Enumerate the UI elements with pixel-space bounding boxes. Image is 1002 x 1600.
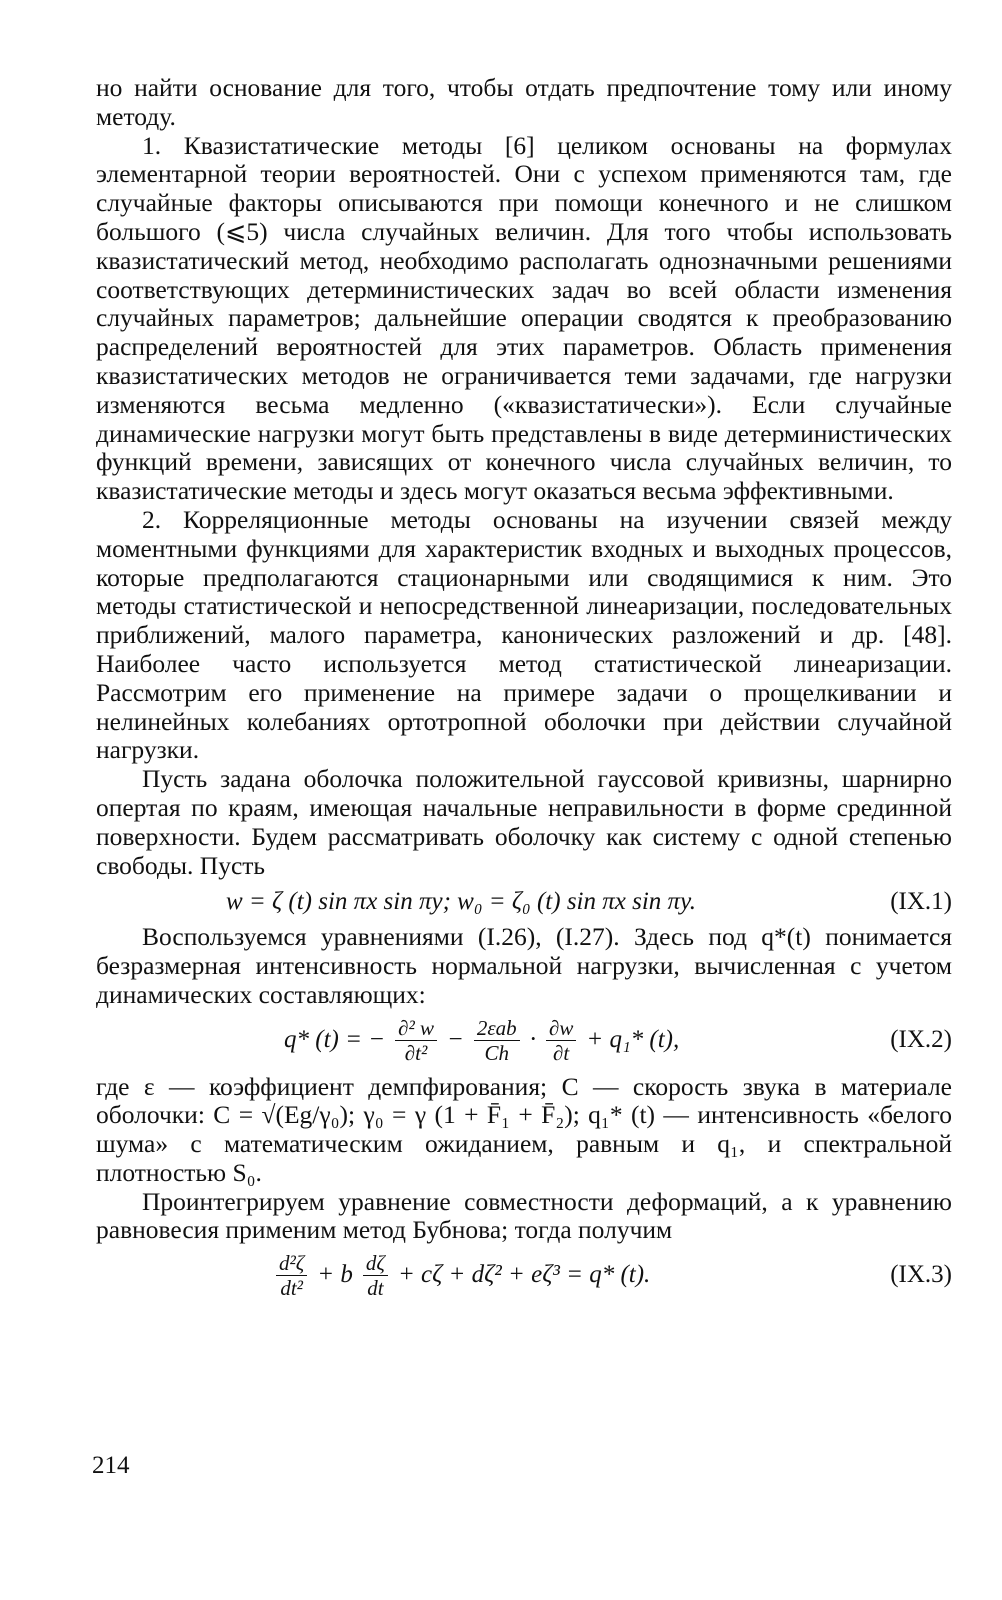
equation-ix-1 xyxy=(96,888,952,917)
fraction xyxy=(395,1016,437,1065)
numerator: ∂² w xyxy=(395,1016,437,1041)
paragraph-integration: Проинтегрируем уравнение совместности деформаций, а к уравнению равновесия применим метод Бубнова; тогда получим xyxy=(96,1186,952,1245)
page-number: 214 xyxy=(92,1452,130,1479)
eq-tail: + cζ + dζ² + eζ³ = q* (t). xyxy=(397,1261,651,1289)
equation-ix-3 xyxy=(96,1251,952,1300)
fraction xyxy=(363,1251,388,1300)
eq-minus: − xyxy=(447,1025,464,1053)
denominator: ∂t² xyxy=(404,1040,428,1065)
paragraph-correlation: 2. Корреляционные методы основаны на изучении связей между моментными функциями для характеристик входных и выходных процессов, которые предполагаются стационарными или сводящимися к ним. Это методы статистической и непосредственной линеаризации, последовательных приближений, малого параметра, канонических разложений и др. [48]. Наиболее часто используется метод статистической линеаризации. Рассмотрим его применение на примере задачи о прощелкивании и нелинейных колебаниях ортотропной оболочки при действии случайной нагрузки. xyxy=(96,504,952,765)
eq-plus-b: + b xyxy=(317,1261,353,1289)
paragraph-equations: Воспользуемся уравнениями (I.26), (I.27). Здесь под q*(t) понимается безразмерная интенсивность нормальной нагрузки, вычисленная с учетом динамических составляющих: xyxy=(96,922,952,1009)
eq-dot: · xyxy=(529,1025,536,1053)
equation-body xyxy=(272,1251,650,1300)
equation-number: (IX.2) xyxy=(890,1025,952,1053)
equation-ix-2 xyxy=(96,1016,952,1065)
equation-body: w = ζ (t) sin πx sin πy; w₀ = ζ₀ (t) sin πx sin πy. xyxy=(226,888,697,916)
equation-body xyxy=(284,1016,679,1065)
numerator: d²ζ xyxy=(276,1251,307,1276)
eq-tail: + q₁* (t), xyxy=(586,1025,680,1053)
paragraph-continuation: но найти основание для того, чтобы отдать предпочтение тому или иному методу. xyxy=(96,73,952,131)
numerator: ∂w xyxy=(546,1016,576,1041)
text-block xyxy=(96,74,952,1300)
paragraph-shell: Пусть задана оболочка положительной гауссовой кривизны, шарнирно опертая по краям, имеющая начальные неправильности в форме срединной поверхности. Будем рассматривать оболочку как систему с одной степенью свободы. Пусть xyxy=(96,764,952,880)
paragraph-definitions: где ε — коэффициент демпфирования; C — скорость звука в материале оболочки: C = √(Eg/γ₀); γ₀ = γ (1 + F̄₁ + F̄₂); q₁* (t) — интенсивность «белого шума» с математическим ожиданием, равным и q₁, и спектральной плотностью S₀. xyxy=(96,1071,952,1187)
denominator: Ch xyxy=(484,1040,510,1065)
fraction xyxy=(276,1251,307,1300)
fraction xyxy=(546,1016,576,1065)
equation-number: (IX.3) xyxy=(890,1261,952,1289)
equation-number: (IX.1) xyxy=(890,888,952,916)
denominator: ∂t xyxy=(553,1040,570,1065)
numerator: 2εab xyxy=(474,1016,520,1041)
numerator: dζ xyxy=(363,1251,388,1276)
fraction xyxy=(474,1016,520,1065)
denominator: dt xyxy=(367,1276,384,1301)
eq-lhs: q* (t) = − xyxy=(284,1025,386,1053)
paragraph-quasistatic: 1. Квазистатические методы [6] целиком основаны на формулах элементарной теории вероятностей. Они с успехом применяются там, где случайные факторы описываются при помощи конечного и не слишком большого (⩽5) числа случайных величин. Для того чтобы использовать квазистатический метод, необходимо располагать однозначными решениями соответствующих детерминистических задач во всей области изменения случайных параметров; дальнейшие операции сводятся к преобразованию распределений вероятностей для этих параметров. Область применения квазистатических методов не ограничивается теми задачами, где нагрузки изменяются весьма медленно («квазистатически»). Если случайные динамические нагрузки могут быть представлены в виде детерминистических функций времени, зависящих от конечного числа случайных величин, то квазистатические методы и здесь могут оказаться весьма эффективными. xyxy=(96,130,952,506)
denominator: dt² xyxy=(280,1276,303,1301)
